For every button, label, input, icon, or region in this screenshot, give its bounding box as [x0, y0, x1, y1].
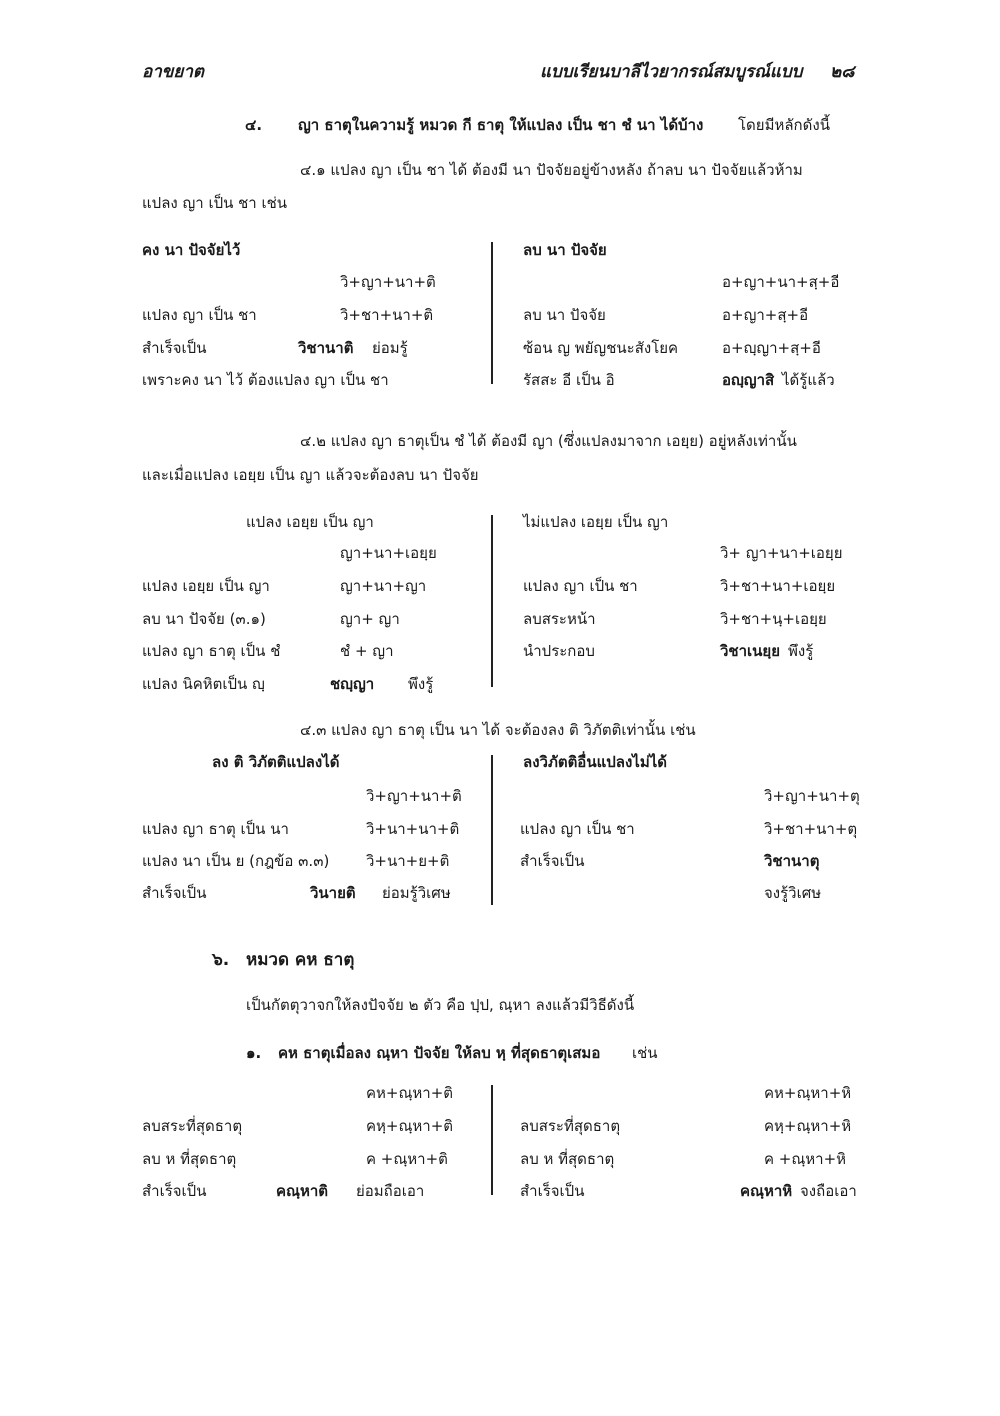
table-2-right-heading: ไม่แปลง เอยฺย เป็น ญา: [523, 513, 669, 531]
para-4-1-line1: ๔.๑ แปลง ญา เป็น ชา ได้ ต้องมี นา ปัจจัยอยู่ข้างหลัง ถ้าลบ นา ปัจจัยแล้วห้าม: [300, 161, 803, 179]
table-4-left-result-meaning: ย่อมถือเอา: [356, 1182, 425, 1200]
table-4-right-step2-label: ลบ ห ที่สุดธาตุ: [520, 1150, 615, 1168]
table-4-left-step1-label: ลบสระที่สุดธาตุ: [142, 1117, 243, 1135]
table-1-right-result-word: อญฺญาสิ: [722, 371, 775, 389]
table-1-left-note: เพราะคง นา ไว้ ต้องแปลง ญา เป็น ชา: [142, 371, 389, 389]
table-1-right-formula: อ+ญา+นา+สฺ+อี: [722, 273, 840, 291]
section-4-title-tail: โดยมีหลักดังนี้: [738, 116, 830, 134]
table-1-right-step1-formula: อ+ญา+สฺ+อี: [722, 306, 809, 324]
table-1-left-formula: วิ+ญา+นา+ติ: [340, 273, 436, 291]
section-4-title: ญา ธาตุในความรู้ หมวด กี ธาตุ ให้แปลง เป็น ชา ชํ นา ได้บ้าง: [298, 116, 704, 134]
section-6-title: หมวด คห ธาตุ: [246, 950, 355, 970]
table-4-right-result-label: สำเร็จเป็น: [520, 1182, 585, 1200]
table-1-right-step2-formula: อ+ญฺญา+สฺ+อี: [722, 339, 821, 357]
table-1-left-result-label: สำเร็จเป็น: [142, 339, 207, 357]
table-3-left-step2-label: แปลง นา เป็น ย (กฎข้อ ๓.๓): [142, 852, 330, 870]
page-number: ๒๘: [830, 62, 855, 82]
table-2-left-result-word: ชญฺญา: [330, 675, 375, 693]
table-3-right-step1-label: แปลง ญา เป็น ชา: [520, 820, 635, 838]
header-left-title: อาขยาต: [142, 62, 204, 82]
table-2-right-result-meaning: พึงรู้: [788, 642, 814, 660]
section-6-1-title-tail: เช่น: [632, 1044, 658, 1062]
table-1-right-heading: ลบ นา ปัจจัย: [523, 241, 607, 259]
table-3-left-step1-formula: วิ+นา+นา+ติ: [366, 820, 460, 838]
table-1-right-result-meaning: ได้รู้แล้ว: [782, 371, 835, 389]
para-4-1-line2: แปลง ญา เป็น ชา เช่น: [142, 194, 288, 212]
table-3-left-result-meaning: ย่อมรู้วิเศษ: [382, 884, 451, 902]
table-2-right-step3-label: นำประกอบ: [523, 642, 595, 660]
table-2-left-step3-label: แปลง ญา ธาตุ เป็น ชํ: [142, 642, 281, 660]
section-6-1-title: คห ธาตุเมื่อลง ณฺหา ปัจจัย ให้ลบ หฺ ที่สุดธาตุเสมอ: [278, 1044, 601, 1062]
table-4-right-step1-label: ลบสระที่สุดธาตุ: [520, 1117, 621, 1135]
table-2-right-step1-formula: วิ+ชา+นา+เอยฺย: [720, 577, 836, 595]
table-1-right-step3-label: รัสสะ อี เป็น อิ: [523, 371, 615, 389]
table-4-left-formula: คห+ณฺหา+ติ: [366, 1084, 454, 1102]
table-3-right-result-meaning: จงรู้วิเศษ: [764, 884, 822, 902]
para-4-2-line1: ๔.๒ แปลง ญา ธาตุเป็น ชํ ได้ ต้องมี ญา (ซึ่งแปลงมาจาก เอยฺย) อยู่หลังเท่านั้น: [300, 432, 797, 450]
section-4-number: ๔.: [245, 116, 263, 134]
table-3-right-step1-formula: วิ+ชา+นา+ตุ: [764, 820, 858, 838]
table-2-left-step1-label: แปลง เอยฺย เป็น ญา: [142, 577, 270, 595]
table-2-right-result-word: วิชาเนยฺย: [720, 642, 780, 660]
table-4-left-step1-formula: คหฺ+ณฺหา+ติ: [366, 1117, 454, 1135]
table-2-left-step2-formula: ญา+ ญา: [340, 610, 400, 628]
table-3-right-result-word: วิชานาตุ: [764, 852, 820, 870]
table-2-left-step1-formula: ญา+นา+ญา: [340, 577, 427, 595]
table-4-right-formula: คห+ณฺหา+หิ: [764, 1084, 852, 1102]
table-1-left-result-word: วิชานาติ: [298, 339, 354, 357]
table-4-left-step2-label: ลบ ห ที่สุดธาตุ: [142, 1150, 237, 1168]
table-2-left-step4-label: แปลง นิคหิตเป็น ญฺ: [142, 675, 265, 693]
table-3-left-formula: วิ+ญา+นา+ติ: [366, 787, 462, 805]
table-2-right-step2-label: ลบสระหน้า: [523, 610, 596, 628]
table-3-left-heading: ลง ติ วิภัตติแปลงได้: [212, 753, 340, 771]
table-4-right-step2-formula: ค +ณฺหา+หิ: [764, 1150, 847, 1168]
table-4-right-step1-formula: คหฺ+ณฺหา+หิ: [764, 1117, 852, 1135]
table-4-left-result-word: คณฺหาติ: [276, 1182, 329, 1200]
para-4-2-line2: และเมื่อแปลง เอยฺย เป็น ญา แล้วจะต้องลบ นา ปัจจัย: [142, 466, 479, 484]
table-1-right-step1-label: ลบ นา ปัจจัย: [523, 306, 606, 324]
table-4-left-step2-formula: ค +ณฺหา+ติ: [366, 1150, 448, 1168]
table-3-left-step2-formula: วิ+นา+ย+ติ: [366, 852, 450, 870]
table-3-divider: [491, 755, 493, 905]
table-4-divider: [491, 1085, 493, 1195]
table-2-left-heading: แปลง เอยฺย เป็น ญา: [246, 513, 374, 531]
section-6-1-number: ๑.: [246, 1044, 262, 1062]
table-4-left-result-label: สำเร็จเป็น: [142, 1182, 207, 1200]
table-2-left-formula: ญา+นา+เอยฺย: [340, 544, 437, 562]
table-3-left-step1-label: แปลง ญา ธาตุ เป็น นา: [142, 820, 289, 838]
table-4-right-result-word: คณฺหาหิ: [740, 1182, 793, 1200]
table-3-left-result-word: วินายติ: [310, 884, 356, 902]
section-6-intro: เป็นกัตตุวาจกให้ลงปัจจัย ๒ ตัว คือ ปฺป, ณฺหา ลงแล้วมีวิธีดังนี้: [246, 996, 635, 1014]
table-3-right-formula: วิ+ญา+นา+ตุ: [764, 787, 860, 805]
table-2-left-step2-label: ลบ นา ปัจจัย (๓.๑): [142, 610, 266, 628]
table-2-right-formula: วิ+ ญา+นา+เอยฺย: [720, 544, 843, 562]
table-2-divider: [491, 515, 493, 687]
table-1-left-step-formula: วิ+ชา+นา+ติ: [340, 306, 434, 324]
table-2-left-step3-formula: ชํ + ญา: [340, 642, 394, 660]
table-3-right-result-label: สำเร็จเป็น: [520, 852, 585, 870]
table-3-left-result-label: สำเร็จเป็น: [142, 884, 207, 902]
table-2-left-result-meaning: พึงรู้: [408, 675, 434, 693]
table-3-right-heading: ลงวิภัตติอื่นแปลงไม่ได้: [523, 753, 667, 771]
table-1-right-step2-label: ซ้อน ญ พยัญชนะสังโยค: [523, 339, 679, 357]
table-4-right-result-meaning: จงถือเอา: [800, 1182, 857, 1200]
section-6-number: ๖.: [212, 950, 230, 970]
table-1-left-step-label: แปลง ญา เป็น ชา: [142, 306, 257, 324]
table-2-right-step1-label: แปลง ญา เป็น ชา: [523, 577, 638, 595]
table-1-divider: [491, 242, 493, 384]
table-2-right-step2-formula: วิ+ชา+นฺ+เอยฺย: [720, 610, 827, 628]
table-1-left-heading: คง นา ปัจจัยไว้: [142, 241, 241, 259]
para-4-3: ๔.๓ แปลง ญา ธาตุ เป็น นา ได้ จะต้องลง ติ วิภัตติเท่านั้น เช่น: [300, 721, 696, 739]
header-book-title: แบบเรียนบาลีไวยากรณ์สมบูรณ์แบบ: [540, 62, 803, 82]
table-1-left-result-meaning: ย่อมรู้: [372, 339, 408, 357]
